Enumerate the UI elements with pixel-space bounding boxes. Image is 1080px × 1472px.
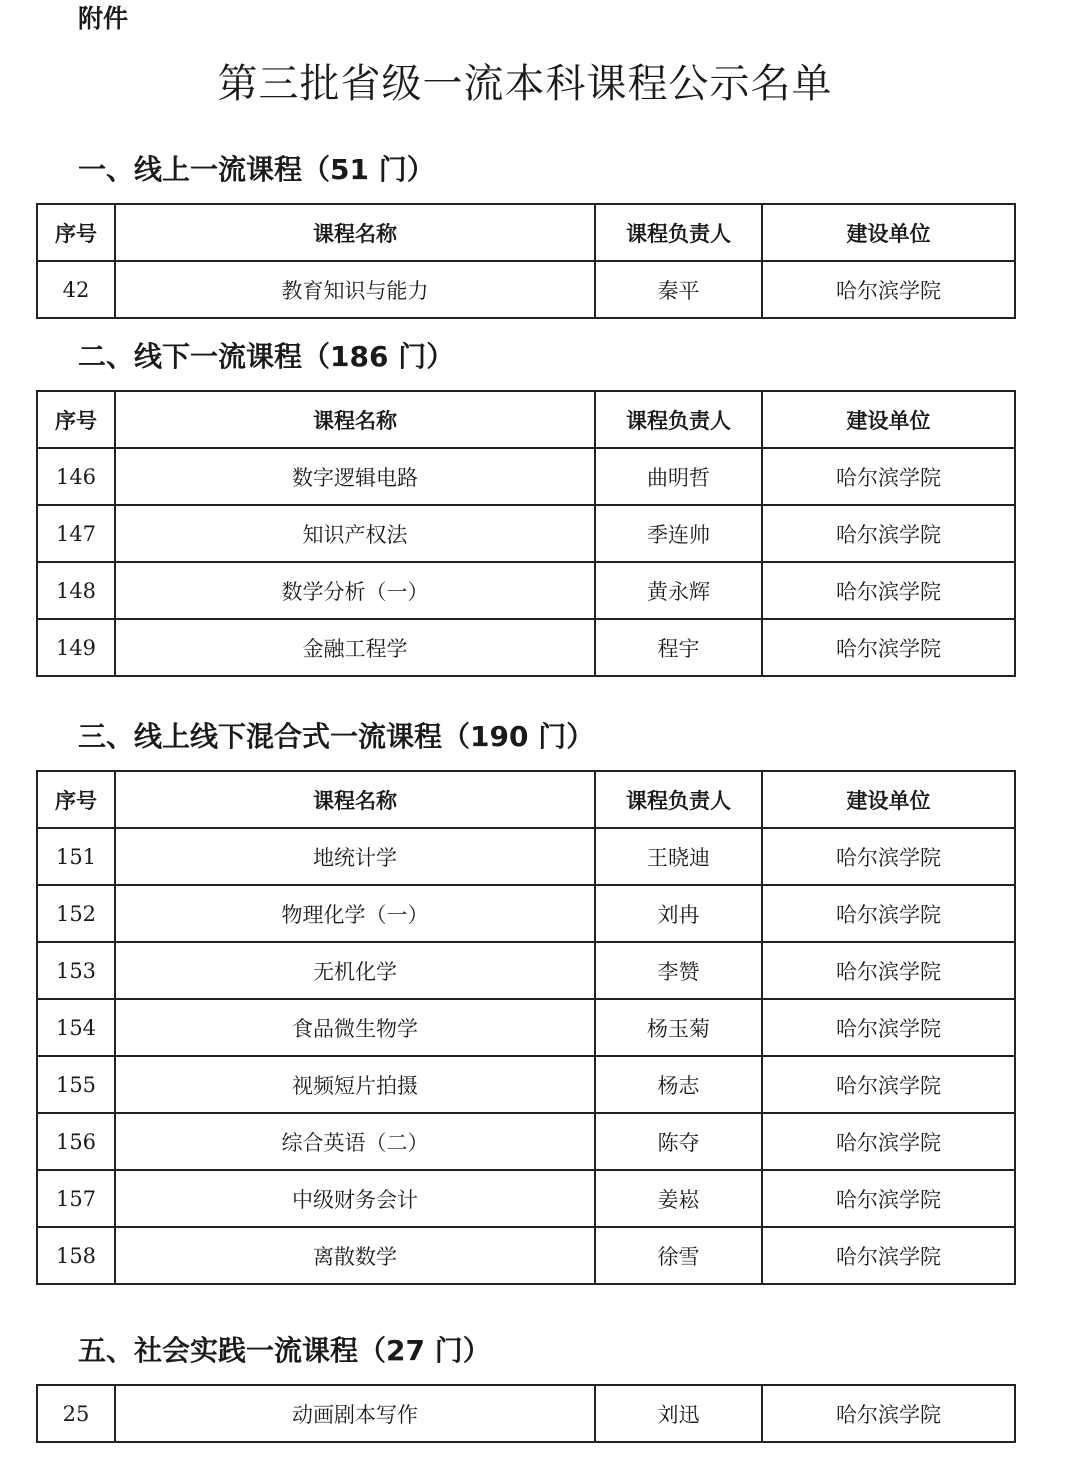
row-course: 视频短片拍摄 bbox=[115, 1056, 595, 1113]
table-row bbox=[37, 1113, 1015, 1170]
row-unit: 哈尔滨学院 bbox=[762, 999, 1015, 1056]
table-row bbox=[37, 942, 1015, 999]
row-unit: 哈尔滨学院 bbox=[762, 448, 1015, 505]
table-row bbox=[37, 562, 1015, 619]
row-index: 156 bbox=[37, 1113, 115, 1170]
section-heading-offline: 二、线下一流课程（186 门） bbox=[78, 340, 455, 373]
row-unit: 哈尔滨学院 bbox=[762, 828, 1015, 885]
row-leader: 刘迅 bbox=[595, 1385, 762, 1442]
row-course: 食品微生物学 bbox=[115, 999, 595, 1056]
row-unit: 哈尔滨学院 bbox=[762, 1227, 1015, 1284]
row-course: 数字逻辑电路 bbox=[115, 448, 595, 505]
row-course: 地统计学 bbox=[115, 828, 595, 885]
row-index: 154 bbox=[37, 999, 115, 1056]
table-online bbox=[36, 203, 1016, 319]
header-index: 序号 bbox=[37, 391, 115, 448]
table-row bbox=[37, 261, 1015, 318]
row-leader: 秦平 bbox=[595, 261, 762, 318]
row-leader: 黄永辉 bbox=[595, 562, 762, 619]
section-heading-practice: 五、社会实践一流课程（27 门） bbox=[78, 1334, 491, 1367]
document-title: 第三批省级一流本科课程公示名单 bbox=[217, 61, 833, 107]
row-course: 离散数学 bbox=[115, 1227, 595, 1284]
row-leader: 姜崧 bbox=[595, 1170, 762, 1227]
table-row bbox=[37, 1227, 1015, 1284]
header-leader: 课程负责人 bbox=[595, 204, 762, 261]
row-unit: 哈尔滨学院 bbox=[762, 1113, 1015, 1170]
row-unit: 哈尔滨学院 bbox=[762, 619, 1015, 676]
row-index: 148 bbox=[37, 562, 115, 619]
row-index: 25 bbox=[37, 1385, 115, 1442]
row-index: 153 bbox=[37, 942, 115, 999]
row-unit: 哈尔滨学院 bbox=[762, 1170, 1015, 1227]
row-unit: 哈尔滨学院 bbox=[762, 562, 1015, 619]
section-heading-online: 一、线上一流课程（51 门） bbox=[78, 153, 435, 186]
header-course: 课程名称 bbox=[115, 391, 595, 448]
row-index: 151 bbox=[37, 828, 115, 885]
row-unit: 哈尔滨学院 bbox=[762, 942, 1015, 999]
header-course: 课程名称 bbox=[115, 771, 595, 828]
row-course: 教育知识与能力 bbox=[115, 261, 595, 318]
row-index: 158 bbox=[37, 1227, 115, 1284]
row-leader: 徐雪 bbox=[595, 1227, 762, 1284]
row-course: 综合英语（二） bbox=[115, 1113, 595, 1170]
table-row bbox=[37, 999, 1015, 1056]
row-leader: 程宇 bbox=[595, 619, 762, 676]
header-course: 课程名称 bbox=[115, 204, 595, 261]
row-leader: 刘冉 bbox=[595, 885, 762, 942]
header-index: 序号 bbox=[37, 204, 115, 261]
header-leader: 课程负责人 bbox=[595, 771, 762, 828]
row-course: 中级财务会计 bbox=[115, 1170, 595, 1227]
table-row bbox=[37, 1170, 1015, 1227]
row-index: 155 bbox=[37, 1056, 115, 1113]
row-course: 知识产权法 bbox=[115, 505, 595, 562]
row-unit: 哈尔滨学院 bbox=[762, 1385, 1015, 1442]
row-course: 动画剧本写作 bbox=[115, 1385, 595, 1442]
header-unit: 建设单位 bbox=[762, 204, 1015, 261]
row-index: 152 bbox=[37, 885, 115, 942]
table-hybrid bbox=[36, 770, 1016, 1285]
row-leader: 陈夺 bbox=[595, 1113, 762, 1170]
row-unit: 哈尔滨学院 bbox=[762, 885, 1015, 942]
row-course: 物理化学（一） bbox=[115, 885, 595, 942]
row-index: 157 bbox=[37, 1170, 115, 1227]
table-header-row bbox=[37, 391, 1015, 448]
row-leader: 杨玉菊 bbox=[595, 999, 762, 1056]
table-row bbox=[37, 828, 1015, 885]
header-leader: 课程负责人 bbox=[595, 391, 762, 448]
table-row bbox=[37, 505, 1015, 562]
table-header-row bbox=[37, 771, 1015, 828]
table-practice bbox=[36, 1384, 1016, 1443]
row-index: 149 bbox=[37, 619, 115, 676]
table-row bbox=[37, 1385, 1015, 1442]
row-leader: 李赞 bbox=[595, 942, 762, 999]
header-index: 序号 bbox=[37, 771, 115, 828]
row-unit: 哈尔滨学院 bbox=[762, 261, 1015, 318]
row-leader: 季连帅 bbox=[595, 505, 762, 562]
row-index: 146 bbox=[37, 448, 115, 505]
header-unit: 建设单位 bbox=[762, 771, 1015, 828]
row-course: 无机化学 bbox=[115, 942, 595, 999]
row-index: 147 bbox=[37, 505, 115, 562]
table-header-row bbox=[37, 204, 1015, 261]
table-offline bbox=[36, 390, 1016, 677]
header-unit: 建设单位 bbox=[762, 391, 1015, 448]
attachment-label: 附件 bbox=[78, 4, 129, 33]
row-unit: 哈尔滨学院 bbox=[762, 1056, 1015, 1113]
row-course: 金融工程学 bbox=[115, 619, 595, 676]
table-row bbox=[37, 448, 1015, 505]
table-row bbox=[37, 619, 1015, 676]
row-leader: 王晓迪 bbox=[595, 828, 762, 885]
row-leader: 曲明哲 bbox=[595, 448, 762, 505]
row-course: 数学分析（一） bbox=[115, 562, 595, 619]
table-row bbox=[37, 885, 1015, 942]
table-row bbox=[37, 1056, 1015, 1113]
row-unit: 哈尔滨学院 bbox=[762, 505, 1015, 562]
section-heading-hybrid: 三、线上线下混合式一流课程（190 门） bbox=[78, 720, 595, 753]
row-index: 42 bbox=[37, 261, 115, 318]
row-leader: 杨志 bbox=[595, 1056, 762, 1113]
